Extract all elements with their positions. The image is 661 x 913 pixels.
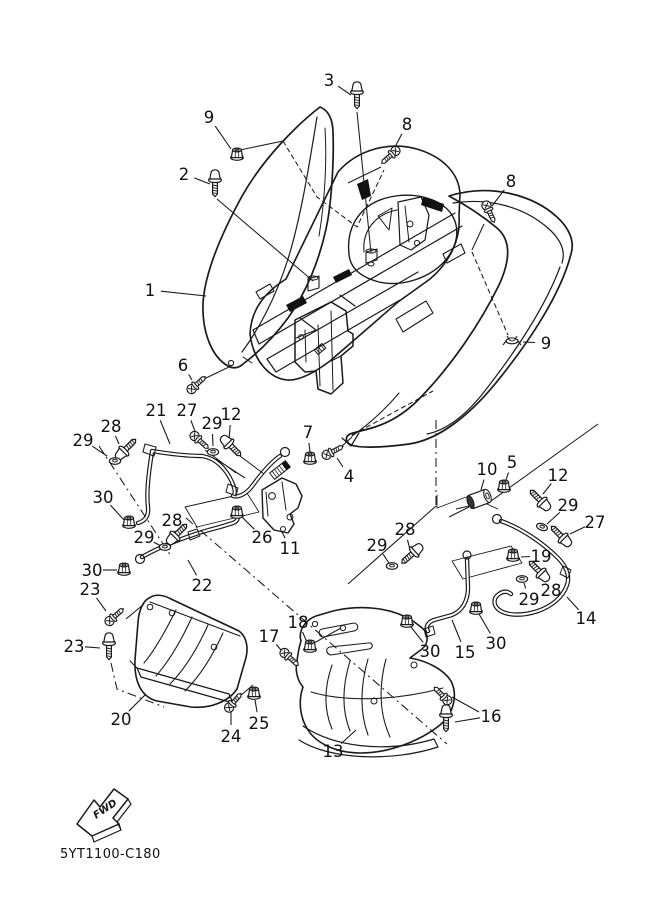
flange-bolt-icon — [103, 633, 116, 660]
callout-label-20: 20 — [110, 709, 132, 729]
callout-label-27: 27 — [176, 400, 198, 420]
damper-icon — [465, 488, 493, 509]
leader-line-2 — [194, 178, 210, 184]
leader-line-23 — [97, 598, 107, 611]
callout-label-2: 2 — [178, 164, 190, 184]
flange-bolt-icon — [217, 432, 245, 460]
mount-bracket-11 — [262, 461, 302, 533]
callout-label-17: 17 — [258, 626, 280, 646]
callout-label-29: 29 — [366, 535, 388, 555]
reference-lines — [99, 112, 598, 744]
leader-line-20 — [129, 694, 146, 711]
callout-label-28: 28 — [394, 519, 416, 539]
flange-nut-icon — [498, 480, 511, 492]
callout-label-29: 29 — [518, 589, 540, 609]
washer-icon — [516, 576, 527, 583]
callout-label-28: 28 — [100, 416, 122, 436]
callout-label-23: 23 — [79, 579, 101, 599]
flange-nut-icon — [231, 148, 244, 160]
callout-label-21: 21 — [145, 400, 167, 420]
leader-line-4 — [337, 458, 343, 467]
leader-line-3 — [338, 86, 351, 95]
callout-label-19: 19 — [530, 546, 552, 566]
callout-labels — [64, 71, 606, 761]
callout-label-8: 8 — [505, 171, 517, 191]
callout-label-28: 28 — [540, 580, 562, 600]
stay-wire-15 — [424, 551, 471, 637]
leader-line-23 — [85, 647, 100, 648]
leader-line-1 — [161, 291, 206, 296]
leader-line-6 — [189, 374, 192, 380]
leader-line-15 — [452, 620, 461, 642]
pan-screw-icon — [185, 373, 208, 395]
left-footrest-panel — [130, 595, 247, 707]
callout-label-29: 29 — [557, 495, 579, 515]
flange-nut-icon — [304, 640, 317, 652]
leader-line-9 — [523, 342, 535, 343]
leader-line-21 — [160, 420, 170, 444]
fwd-direction-arrow — [77, 789, 131, 842]
flange-nut-icon — [470, 602, 483, 614]
callout-label-27: 27 — [584, 512, 606, 532]
callout-label-24: 24 — [220, 726, 242, 746]
flange-nut-icon — [123, 516, 136, 528]
flange-bolt-icon — [398, 540, 426, 567]
flange-nut-icon — [231, 506, 244, 518]
leader-line-29 — [383, 554, 389, 563]
callout-label-1: 1 — [144, 280, 156, 300]
callout-label-12: 12 — [547, 465, 569, 485]
callout-label-6: 6 — [177, 355, 189, 375]
pan-screw-icon — [431, 684, 454, 707]
callout-label-16: 16 — [480, 706, 502, 726]
callout-label-9: 9 — [203, 107, 215, 127]
pan-screw-icon — [320, 442, 345, 461]
callout-label-28: 28 — [161, 510, 183, 530]
leader-line-7 — [309, 443, 310, 453]
fwd-label: FWD — [91, 797, 120, 822]
callout-label-30: 30 — [92, 487, 114, 507]
leader-line-9 — [215, 126, 231, 149]
leader-line-27 — [570, 527, 585, 534]
callout-label-30: 30 — [485, 633, 507, 653]
callout-label-14: 14 — [575, 608, 597, 628]
flange-bolt-icon — [526, 486, 554, 514]
callout-label-11: 11 — [279, 538, 301, 558]
callout-label-29: 29 — [201, 413, 223, 433]
washer-icon — [109, 458, 120, 465]
callout-label-30: 30 — [81, 560, 103, 580]
leader-line-12 — [543, 484, 551, 494]
leader-line-30 — [411, 627, 423, 642]
leader-line-29 — [524, 583, 526, 589]
flange-nut-icon — [401, 615, 414, 627]
callout-label-10: 10 — [476, 459, 498, 479]
callout-label-29: 29 — [133, 527, 155, 547]
callout-label-8: 8 — [401, 114, 413, 134]
callout-label-25: 25 — [248, 713, 270, 733]
flange-nut-icon — [304, 452, 317, 464]
flange-nut-icon — [248, 687, 261, 699]
leader-line-16 — [455, 718, 480, 722]
washer-icon — [386, 563, 397, 570]
washer-icon — [536, 522, 549, 532]
callout-label-7: 7 — [302, 422, 314, 442]
callout-label-29: 29 — [72, 430, 94, 450]
leader-line-28 — [116, 436, 120, 444]
callout-label-15: 15 — [454, 642, 476, 662]
flange-bolt-icon — [351, 82, 364, 109]
callout-label-26: 26 — [251, 527, 273, 547]
clip-nut-icon — [503, 336, 521, 345]
leader-line-22 — [188, 560, 197, 575]
washer-icon — [207, 449, 218, 456]
center-fender-body — [250, 146, 462, 380]
flange-nut-icon — [507, 549, 520, 561]
callout-label-13: 13 — [322, 741, 344, 761]
leader-line-30 — [110, 505, 124, 520]
callout-label-5: 5 — [506, 452, 518, 472]
leader-line-29 — [213, 434, 214, 446]
washer-icon — [159, 544, 170, 551]
flange-bolt-icon — [209, 170, 222, 197]
callout-label-12: 12 — [220, 404, 242, 424]
left-side-panel — [203, 107, 371, 368]
callout-label-18: 18 — [287, 612, 309, 632]
flange-bolt-icon — [547, 522, 575, 550]
callout-label-30: 30 — [419, 641, 441, 661]
leader-line-30 — [479, 614, 490, 634]
leader-line-10 — [481, 480, 484, 490]
callout-label-23: 23 — [63, 636, 85, 656]
pan-screw-icon — [103, 605, 126, 627]
leader-line-14 — [567, 597, 579, 610]
callout-label-4: 4 — [343, 466, 355, 486]
leader-line-25 — [255, 700, 257, 712]
leader-line-19 — [521, 557, 530, 558]
callout-label-9: 9 — [540, 333, 552, 353]
part-code-label: 5YT1100-C180 — [60, 847, 161, 862]
callout-label-22: 22 — [191, 575, 213, 595]
flange-nut-icon — [118, 563, 131, 575]
callout-label-3: 3 — [323, 70, 335, 90]
flange-bolt-icon — [440, 705, 453, 732]
